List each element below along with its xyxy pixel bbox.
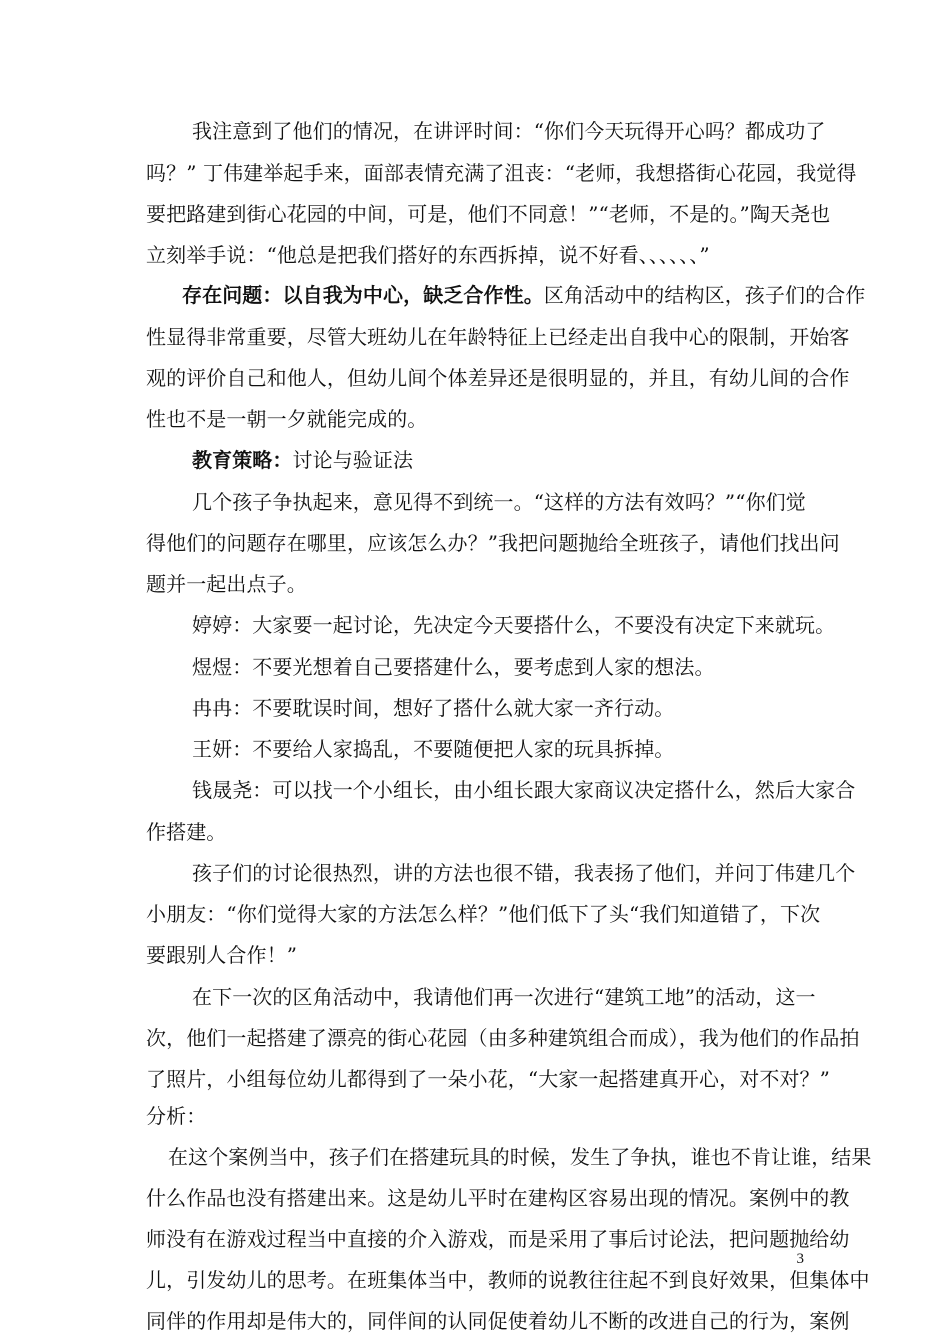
analysis-line-4: 儿，引发幼儿的思考。在班集体当中，教师的说教往往起不到良好效果，但集体中 [146,1268,870,1292]
paragraph-line-2: 吗？” 丁伟建举起手来，面部表情充满了沮丧：“老师，我想搭街心花园，我觉得 [146,161,857,185]
paragraph-line-10: 几个孩子争执起来，意见得不到统一。“这样的方法有效吗？”“你们觉 [192,490,806,514]
quote-line-6: 作搭建。 [146,820,227,844]
analysis-line-3: 师没有在游戏过程当中直接的介入游戏，而是采用了事后讨论法，把问题抛给幼 [146,1227,850,1251]
paragraph-line-11: 得他们的问题存在哪里，应该怎么办？”我把问题抛给全班孩子，请他们找出问 [146,531,840,555]
problem-line [182,282,866,308]
analysis-line-2: 什么作品也没有搭建出来。这是幼儿平时在建构区容易出现的情况。案例中的教 [146,1186,850,1210]
paragraph-line-8: 性也不是一朝一夕就能完成的。 [146,407,428,431]
page-number: 3 [796,1251,804,1267]
quote-line-3: 冉冉：不要耽误时间，想好了搭什么就大家一齐行动。 [192,696,675,720]
quote-line-2: 煜煜：不要光想着自己要搭建什么，要考虑到人家的想法。 [192,655,715,679]
analysis-heading: 分析： [146,1104,207,1128]
strategy-text: 讨论与验证法 [292,448,414,472]
problem-heading: 存在问题：以自我为中心，缺乏合作性。 [182,283,544,307]
paragraph-line-1: 我注意到了他们的情况，在讲评时间：“你们今天玩得开心吗？都成功了 [192,119,826,143]
strategy-line [192,447,852,473]
paragraph-line-12: 题并一起出点子。 [146,572,307,596]
quote-line-5: 钱晟尧：可以找一个小组长，由小组长跟大家商议决定搭什么，然后大家合 [192,778,856,802]
paragraph-line-21: 要跟别人合作！” [146,943,298,967]
analysis-line-5: 同伴的作用却是伟大的，同伴间的认同促使着幼儿不断的改进自己的行为，案例 [146,1309,850,1333]
problem-text: 区角活动中的结构区，孩子们的合作 [543,283,866,307]
paragraph-line-7: 观的评价自己和他人，但幼儿间个体差异还是很明显的，并且，有幼儿间的合作 [146,366,850,390]
paragraph-line-6: 性显得非常重要，尽管大班幼儿在年龄特征上已经走出自我中心的限制，开始客 [146,325,850,349]
quote-line-1: 婷婷：大家要一起讨论，先决定今天要搭什么，不要没有决定下来就玩。 [192,613,836,637]
quote-line-4: 王妍：不要给人家捣乱，不要随便把人家的玩具拆掉。 [192,737,675,761]
paragraph-line-23: 次，他们一起搭建了漂亮的街心花园（由多种建筑组合而成），我为他们的作品拍 [146,1026,860,1050]
paragraph-line-3: 要把路建到街心花园的中间，可是，他们不同意！”“老师，不是的。”陶天尧也 [146,202,831,226]
paragraph-line-19: 孩子们的讨论很热烈，讲的方法也很不错，我表扬了他们，并问丁伟建几个 [192,861,856,885]
paragraph-line-22: 在下一次的区角活动中，我请他们再一次进行“建筑工地”的活动，这一 [192,985,816,1009]
strategy-heading: 教育策略： [192,448,293,472]
analysis-line-1: 在这个案例当中，孩子们在搭建玩具的时候，发生了争执，谁也不肯让谁，结果 [168,1145,872,1169]
paragraph-line-24: 了照片，小组每位幼儿都得到了一朵小花，“大家一起搭建真开心，对不对？” [146,1067,830,1091]
paragraph-line-4: 立刻举手说：“他总是把我们搭好的东西拆掉，说不好看、、、、、、” [146,243,710,267]
paragraph-line-20: 小朋友：“你们觉得大家的方法怎么样？”他们低下了头“我们知道错了，下次 [146,902,821,926]
